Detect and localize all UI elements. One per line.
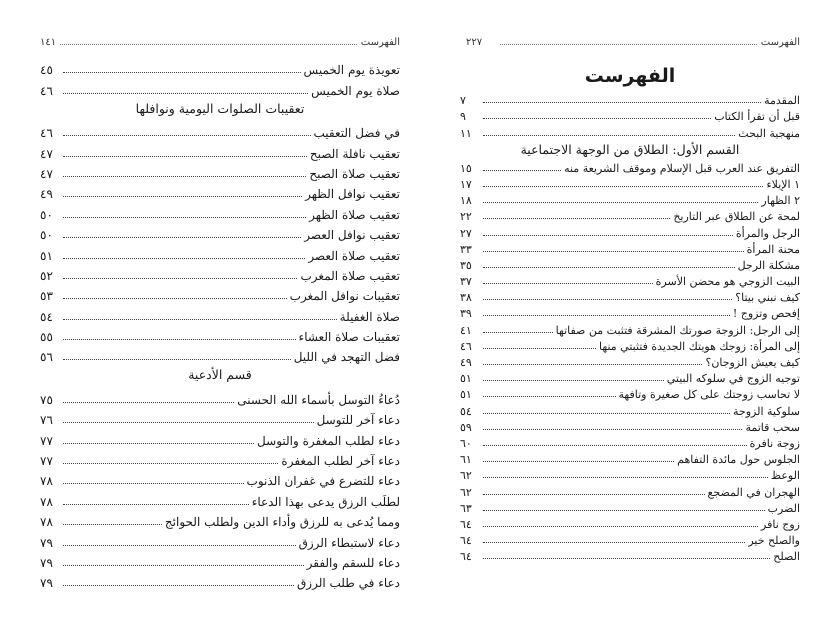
- entry-page-number: ١١: [460, 126, 472, 140]
- entry-title: الضرب: [767, 501, 800, 515]
- running-head-title: الفهرست: [360, 37, 400, 48]
- entry-page-number: ٤٧: [40, 166, 53, 181]
- entry-title: دُعاءُ التوسل بأسماء الله الحسنى: [237, 392, 400, 407]
- entry-page-number: ٦٢: [460, 485, 472, 499]
- entry-page-number: ٣٣: [460, 242, 472, 256]
- entry-title: لطلَب الرزق يدعى بهذا الدعاء: [251, 494, 400, 509]
- toc-entry[interactable]: [40, 448, 400, 468]
- entry-title: دعاء لطلب المغفرة والتوسل: [257, 433, 400, 448]
- toc-entry[interactable]: [40, 242, 400, 262]
- entry-page-number: ٥٠: [40, 228, 53, 243]
- section-heading: تعقيبات الصلوات اليومية ونوافلها: [135, 100, 305, 116]
- entry-title: إفحص وتزوج !: [732, 307, 800, 321]
- entry-page-number: ٦١: [460, 453, 472, 467]
- entry-page-number: ٢٢: [460, 210, 472, 224]
- dot-leader: [483, 348, 596, 349]
- dot-leader: [483, 186, 763, 187]
- entry-title: دعاء للتضرع في غفران الذنوب: [246, 474, 400, 489]
- dot-leader: [483, 202, 758, 203]
- dot-leader: [63, 402, 234, 403]
- entry-title: إلى المرأة: زوجك هويتك الجديدة فتثبتي منها: [599, 339, 800, 353]
- dot-leader: [63, 565, 304, 566]
- entry-page-number: ٥٣: [40, 289, 53, 304]
- entry-title: تعقيب صلاة المغرب: [300, 268, 400, 283]
- dot-leader: [63, 298, 287, 299]
- toc-entry[interactable]: [40, 222, 400, 242]
- dot-leader: [483, 170, 561, 171]
- entry-page-number: ٥٥: [40, 330, 53, 345]
- entry-page-number: ٦٢: [460, 469, 472, 483]
- dot-leader: [483, 364, 702, 365]
- entry-title: المقدمة: [764, 94, 800, 108]
- dot-leader: [63, 422, 314, 423]
- entry-page-number: ٧٦: [40, 413, 53, 428]
- entry-page-number: ٤٥: [40, 63, 53, 78]
- entry-title: دعاء في طلب الرزق: [296, 576, 400, 591]
- toc-entry[interactable]: [40, 407, 400, 427]
- toc-entry[interactable]: [460, 159, 800, 175]
- toc-entry[interactable]: [40, 57, 400, 77]
- dot-leader: [483, 251, 744, 252]
- dot-leader: [483, 510, 765, 511]
- entry-title: دعاء لاستبطاء الرزق: [298, 535, 400, 550]
- dot-leader: [483, 396, 616, 397]
- entry-title: تعقيب نوافل الظهر: [305, 187, 400, 202]
- entry-title: الهجران في المضجع: [707, 485, 800, 499]
- entry-title: تعقيب صلاة العصر: [308, 248, 400, 263]
- section-heading: القسم الأول: الطلاق من الوجهة الاجتماعية: [520, 141, 740, 157]
- dot-leader: [483, 477, 768, 478]
- toc-entry[interactable]: [40, 283, 400, 303]
- entry-page-number: ٦٤: [460, 517, 472, 531]
- entry-page-number: ٦٠: [460, 436, 472, 450]
- toc-entry[interactable]: [40, 344, 400, 364]
- entry-title: التفريق عند العرب قبل الإسلام وموقف الشريعة منه: [564, 161, 800, 175]
- entry-title: منهجية البحث: [738, 126, 800, 140]
- entry-title: الجلوس حول مائدة التفاهم: [677, 453, 800, 467]
- entry-page-number: ٤٩: [40, 187, 53, 202]
- entry-page-number: ٧٩: [40, 576, 53, 591]
- entry-title: في فضل التعقيب: [313, 126, 400, 141]
- entry-title: ٢ الظهار: [761, 194, 800, 208]
- entry-title: كيف يعيش الزوجان؟: [705, 356, 800, 369]
- toc-entry[interactable]: [460, 418, 800, 434]
- entry-page-number: ٩: [460, 110, 466, 124]
- toc-entry[interactable]: [40, 120, 400, 140]
- toc-entry[interactable]: [460, 272, 800, 288]
- toc-entry[interactable]: [40, 263, 400, 283]
- dot-leader: [483, 315, 730, 316]
- dot-leader: [63, 585, 294, 586]
- entry-title: توجيه الزوج في سلوكه البيتي: [666, 372, 800, 386]
- entry-title: تعقيب نافلة الصبح: [309, 146, 400, 161]
- section-heading: قسم الأدعية: [188, 367, 252, 383]
- entry-page-number: ٤٦: [460, 339, 472, 353]
- dot-leader: [63, 258, 305, 259]
- page-number: ١٤١: [40, 37, 57, 48]
- dot-leader: [483, 299, 732, 300]
- entry-title: صلاة يوم الخميس: [311, 83, 400, 98]
- dot-leader: [63, 463, 278, 464]
- dot-leader: [63, 483, 244, 484]
- toc-entry[interactable]: [460, 450, 800, 466]
- dot-leader: [63, 359, 291, 360]
- dot-leader: [63, 278, 297, 279]
- entry-page-number: ٥١: [40, 248, 53, 263]
- toc-entry[interactable]: [460, 175, 800, 191]
- toc-entry[interactable]: [40, 488, 400, 508]
- entry-title: تعقيبات نوافل المغرب: [289, 289, 400, 304]
- toc-entry[interactable]: [460, 353, 800, 369]
- entry-page-number: ٥٦: [40, 350, 53, 365]
- toc-entry[interactable]: [460, 320, 800, 336]
- entry-title: تعقيب صلاة الصبح: [309, 166, 400, 181]
- dot-leader: [63, 237, 301, 238]
- entry-page-number: ٧٩: [40, 535, 53, 550]
- entry-title: ومما يُدعى به للرزق وأداء الدين ولطلب الحوائج: [164, 515, 400, 530]
- entry-page-number: ٥٠: [40, 207, 53, 222]
- toc-entry[interactable]: [460, 240, 800, 256]
- entry-title: إلى الرجل: الزوجة صورتك المشرقة فتثبت من صفاتها: [555, 323, 800, 337]
- entry-page-number: ٤٩: [460, 356, 472, 369]
- dot-leader: [483, 332, 553, 333]
- toc-entry[interactable]: [40, 201, 400, 221]
- toc-entry[interactable]: [460, 337, 800, 353]
- dot-leader: [483, 542, 745, 543]
- entry-page-number: ٦٤: [460, 534, 472, 548]
- toc-entry[interactable]: [40, 324, 400, 344]
- toc-entry[interactable]: [460, 191, 800, 207]
- page-title: الفهرست: [584, 65, 676, 87]
- entry-title: دعاء آخر لطلب المغفرة: [281, 454, 400, 469]
- dot-leader: [63, 339, 296, 340]
- toc-entry[interactable]: [460, 123, 800, 139]
- toc-entry[interactable]: [460, 434, 800, 450]
- entry-title: تعقيبات صلاة العشاء: [298, 330, 400, 345]
- toc-entry[interactable]: [40, 140, 400, 160]
- toc-entry[interactable]: [40, 550, 400, 570]
- toc-entry[interactable]: [460, 499, 800, 515]
- right-page: [420, 0, 834, 620]
- entry-page-number: ٧٨: [40, 474, 53, 489]
- entry-page-number: ١٨: [460, 194, 472, 208]
- entry-page-number: ٥١: [460, 372, 472, 386]
- dot-leader: [63, 72, 301, 73]
- entry-page-number: ٣٨: [460, 291, 472, 305]
- dot-leader: [63, 93, 308, 94]
- toc-entry[interactable]: [40, 529, 400, 549]
- dot-leader: [483, 118, 711, 119]
- dot-leader: [483, 558, 770, 559]
- toc-entry[interactable]: [40, 161, 400, 181]
- toc-entry[interactable]: [460, 91, 800, 107]
- dot-leader: [63, 319, 337, 320]
- toc-entry[interactable]: [460, 304, 800, 320]
- entry-page-number: ٥٤: [460, 404, 472, 418]
- dot-leader: [63, 156, 307, 157]
- entry-page-number: ٧٥: [40, 392, 53, 407]
- dot-leader: [483, 102, 761, 103]
- entry-title: مشكلة الرجل: [737, 258, 800, 272]
- dot-leader: [63, 545, 296, 546]
- entry-title: صلاة الغفيلة: [339, 309, 400, 324]
- entry-page-number: ٥١: [460, 388, 472, 402]
- entry-title: سحب قاتمة: [745, 420, 800, 434]
- dot-leader: [63, 504, 249, 505]
- dot-leader: [60, 44, 357, 45]
- entry-page-number: ١٧: [460, 177, 472, 191]
- entry-page-number: ٧٩: [40, 555, 53, 570]
- dot-leader: [483, 413, 730, 414]
- running-head-title: الفهرست: [760, 37, 800, 48]
- dot-leader: [63, 135, 311, 136]
- entry-page-number: ٦٣: [460, 501, 472, 515]
- entry-page-number: ٧٨: [40, 515, 53, 530]
- entry-title: دعاء للسقم والفقر: [306, 555, 400, 570]
- toc-entry[interactable]: [40, 427, 400, 447]
- toc-entry[interactable]: [460, 369, 800, 385]
- toc-entry[interactable]: [460, 482, 800, 498]
- dot-leader: [63, 217, 306, 218]
- entry-page-number: ٤٦: [40, 83, 53, 98]
- entry-title: سلوكية الزوجة: [733, 404, 800, 418]
- entry-page-number: ٢٧: [460, 226, 472, 240]
- toc-entry[interactable]: [40, 303, 400, 323]
- entry-title: زوج نافر: [761, 517, 800, 531]
- entry-title: الوعظ: [770, 469, 800, 483]
- entry-title: كيف نبني بيتا؟: [735, 291, 800, 305]
- entry-page-number: ٣٧: [460, 275, 472, 289]
- running-head: [466, 34, 800, 48]
- entry-title: تعقيب نوافل العصر: [304, 228, 400, 243]
- toc-entry[interactable]: [460, 207, 800, 223]
- running-head: [40, 34, 400, 48]
- dot-leader: [483, 461, 674, 462]
- toc-entry[interactable]: [40, 386, 400, 406]
- entry-page-number: ٤١: [460, 323, 472, 337]
- toc-entry[interactable]: [460, 385, 800, 401]
- toc-entry[interactable]: [460, 256, 800, 272]
- dot-leader: [63, 196, 302, 197]
- toc-entry[interactable]: [40, 181, 400, 201]
- entry-title: تعويذة يوم الخميس: [303, 63, 400, 78]
- dot-leader: [63, 443, 254, 444]
- toc-entry[interactable]: [40, 468, 400, 488]
- entry-page-number: ٧٨: [40, 494, 53, 509]
- entry-title: البيت الزوجي هو محضن الأسرة: [655, 275, 800, 289]
- entry-page-number: ١٥: [460, 161, 472, 175]
- dot-leader: [483, 267, 735, 268]
- entry-title: الرجل والمرأة: [735, 226, 800, 240]
- entry-title: والصلح خير: [748, 534, 800, 548]
- entry-title: تعقيب صلاة الظهر: [309, 207, 400, 222]
- dot-leader: [483, 380, 664, 381]
- entry-page-number: ٣٥: [460, 258, 472, 272]
- entry-title: لا تحاسب زوجتك على كل صغيرة وتافهة: [618, 388, 800, 402]
- entry-page-number: ٤٧: [40, 146, 53, 161]
- entry-page-number: ٧٧: [40, 454, 53, 469]
- dot-leader: [483, 135, 735, 136]
- table-of-contents: [460, 62, 800, 563]
- entry-page-number: ٧: [460, 94, 466, 108]
- toc-entry[interactable]: [460, 401, 800, 417]
- dot-leader: [483, 445, 747, 446]
- entry-page-number: ٥٤: [40, 309, 53, 324]
- entry-page-number: ٦٤: [460, 550, 472, 564]
- toc-entry[interactable]: [460, 547, 800, 563]
- toc-entry[interactable]: [460, 515, 800, 531]
- dot-leader: [483, 429, 742, 430]
- dot-leader: [483, 235, 733, 236]
- toc-entry[interactable]: [460, 531, 800, 547]
- dot-leader: [483, 283, 653, 284]
- entry-page-number: ٣٩: [460, 307, 472, 321]
- dot-leader: [483, 218, 670, 219]
- toc-entry[interactable]: [460, 288, 800, 304]
- entry-title: فضل التهجد في الليل: [293, 350, 400, 365]
- toc-entry[interactable]: [460, 223, 800, 239]
- entry-title: دعاء آخر للتوسل: [316, 413, 400, 428]
- table-of-contents: [40, 57, 400, 590]
- entry-page-number: ٥٢: [40, 268, 53, 283]
- entry-title: ١ الإيلاء: [766, 177, 800, 191]
- dot-leader: [500, 44, 757, 45]
- toc-entry[interactable]: [460, 107, 800, 123]
- entry-title: قبل أن تقرأ الكتاب: [714, 110, 800, 124]
- toc-entry[interactable]: [40, 509, 400, 529]
- dot-leader: [63, 176, 306, 177]
- entry-title: الصلح: [773, 550, 800, 564]
- entry-title: زوجة نافرة: [749, 436, 800, 450]
- dot-leader: [483, 494, 705, 495]
- entry-page-number: ٤٦: [40, 126, 53, 141]
- dot-leader: [483, 526, 758, 527]
- entry-page-number: ٧٧: [40, 433, 53, 448]
- entry-title: محنة المرأة: [746, 242, 800, 256]
- entry-page-number: ٥٩: [460, 420, 472, 434]
- toc-entry[interactable]: [40, 77, 400, 97]
- entry-title: لمحة عن الطلاق عبر التاريخ: [673, 210, 800, 224]
- toc-entry[interactable]: [460, 466, 800, 482]
- toc-entry[interactable]: [40, 570, 400, 590]
- page-number: ٢٢٧: [466, 37, 483, 48]
- dot-leader: [63, 524, 162, 525]
